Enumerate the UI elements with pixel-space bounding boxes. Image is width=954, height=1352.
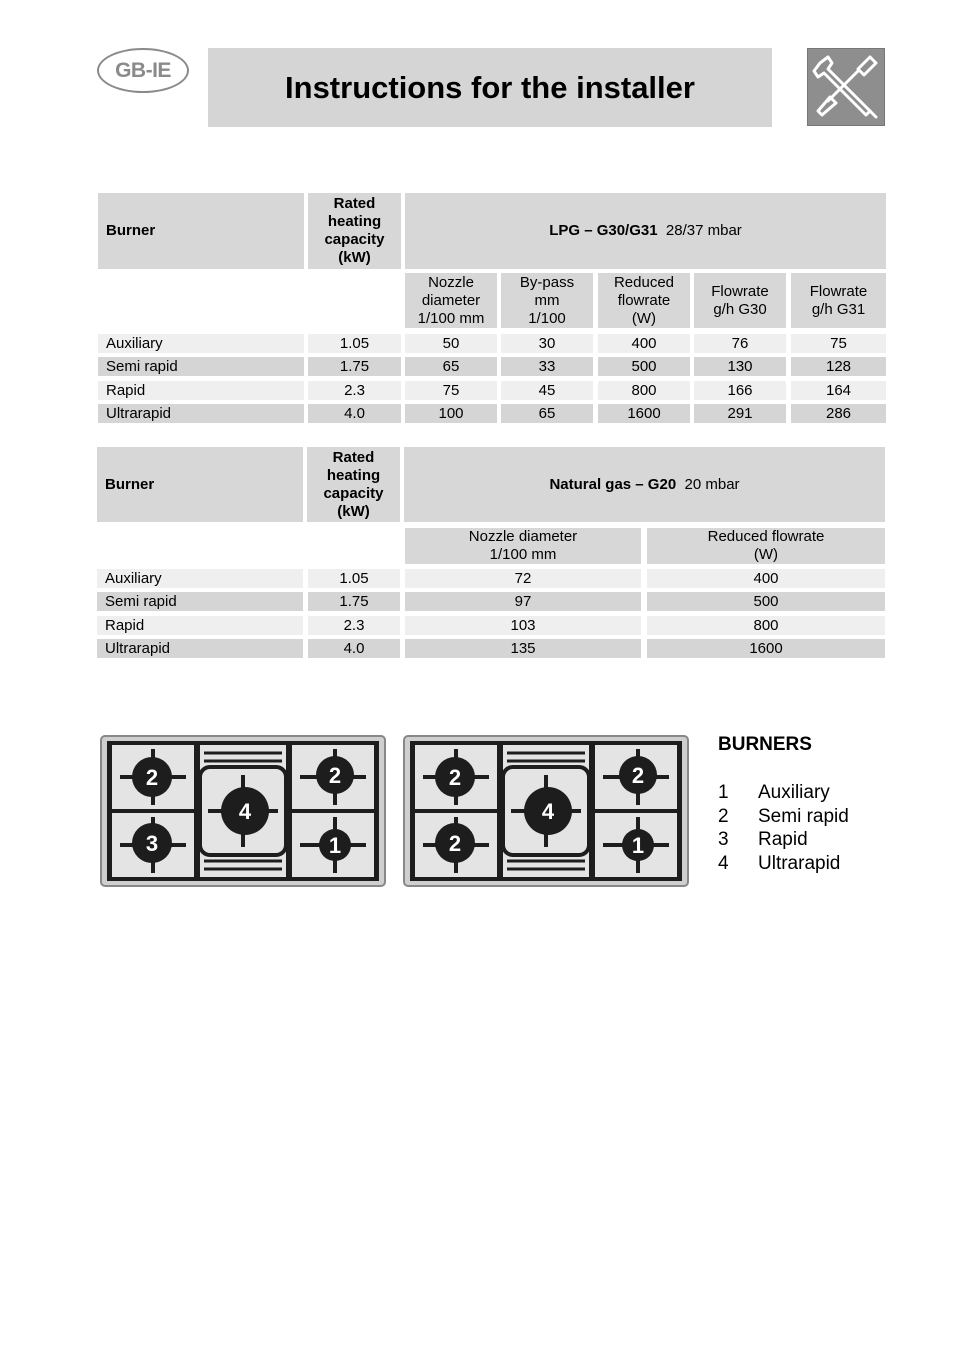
- legend-number: 2: [718, 806, 729, 827]
- table-cell: 103: [405, 616, 641, 635]
- table-cell: 128: [791, 357, 886, 376]
- burner-label: 1: [631, 833, 645, 858]
- ng-group-header: [404, 447, 885, 522]
- table-cell: 72: [405, 569, 641, 588]
- lpg-sub-reduced: Reduced flowrate (W): [598, 273, 690, 328]
- lpg-sub-nozzle: Nozzle diameter 1/100 mm: [405, 273, 497, 328]
- legend-label: Ultrarapid: [758, 853, 841, 874]
- legend-number: 3: [718, 829, 729, 850]
- table-cell: 1.05: [308, 334, 401, 353]
- table-cell: 135: [405, 639, 641, 658]
- burner-label: 2: [631, 763, 645, 788]
- lpg-sub-bypass: By-pass mm 1/100: [501, 273, 593, 328]
- burner-marker: [524, 787, 572, 835]
- table-cell: 800: [598, 381, 690, 400]
- table-cell: 75: [791, 334, 886, 353]
- table-cell: 76: [694, 334, 786, 353]
- table-cell: 2.3: [308, 616, 400, 635]
- table-row: Ultrarapid: [97, 639, 303, 658]
- legend-number: 4: [718, 853, 729, 874]
- table-row: Rapid: [98, 381, 304, 400]
- table-cell: 97: [405, 592, 641, 611]
- table-row: Semi rapid: [98, 357, 304, 376]
- burner-marker: [622, 829, 654, 861]
- ng-sub-nozzle: Nozzle diameter 1/100 mm: [405, 528, 641, 564]
- table-row: Rapid: [97, 616, 303, 635]
- burner-marker: [319, 829, 351, 861]
- hob-diagram-1: [100, 735, 386, 887]
- lpg-sub-g31: Flowrate g/h G31: [791, 273, 886, 328]
- table-cell: 100: [405, 404, 497, 423]
- lpg-group-title: LPG – G30/G31: [549, 222, 658, 239]
- table-cell: 1600: [598, 404, 690, 423]
- table-cell: 1.75: [308, 592, 400, 611]
- lpg-group-pressure: 28/37 mbar: [665, 222, 742, 239]
- burner-label: 2: [145, 765, 159, 790]
- table-cell: 1.05: [308, 569, 400, 588]
- table-cell: 1.75: [308, 357, 401, 376]
- burner-marker: [435, 757, 475, 797]
- burner-marker: [435, 823, 475, 863]
- table-cell: 1600: [647, 639, 885, 658]
- burner-label: 4: [238, 799, 252, 824]
- burner-marker: [132, 823, 172, 863]
- table-row: Semi rapid: [97, 592, 303, 611]
- legend-label: Auxiliary: [758, 782, 830, 803]
- legend-label: Semi rapid: [758, 806, 849, 827]
- table-cell: 33: [501, 357, 593, 376]
- table-cell: 500: [598, 357, 690, 376]
- table-cell: 400: [598, 334, 690, 353]
- lpg-sub-g30: Flowrate g/h G30: [694, 273, 786, 328]
- table-row: Auxiliary: [97, 569, 303, 588]
- table-cell: 30: [501, 334, 593, 353]
- tools-icon: [807, 48, 885, 126]
- table-cell: 286: [791, 404, 886, 423]
- lpg-group-header: [405, 193, 886, 269]
- burner-label: 3: [145, 831, 159, 856]
- burner-marker: [316, 756, 354, 794]
- table-cell: 2.3: [308, 381, 401, 400]
- legend-number: 1: [718, 782, 729, 803]
- table-cell: 130: [694, 357, 786, 376]
- burner-label: 2: [328, 763, 342, 788]
- ng-group-title: Natural gas – G20: [549, 475, 677, 493]
- table-cell: 4.0: [308, 639, 400, 658]
- table-row: Ultrarapid: [98, 404, 304, 423]
- burner-marker: [619, 756, 657, 794]
- lpg-col-capacity: Rated heating capacity (kW): [308, 193, 401, 269]
- table-cell: 164: [791, 381, 886, 400]
- ng-col-capacity: Rated heating capacity (kW): [307, 447, 400, 522]
- table-row: Auxiliary: [98, 334, 304, 353]
- table-cell: 65: [405, 357, 497, 376]
- table-cell: 800: [647, 616, 885, 635]
- table-cell: 50: [405, 334, 497, 353]
- legend-title: BURNERS: [718, 734, 812, 755]
- burner-label: 2: [448, 831, 462, 856]
- legend-label: Rapid: [758, 829, 808, 850]
- burner-label: 2: [448, 765, 462, 790]
- lpg-col-burner: Burner: [98, 193, 304, 269]
- table-cell: 4.0: [308, 404, 401, 423]
- table-cell: 45: [501, 381, 593, 400]
- burner-marker: [221, 787, 269, 835]
- table-cell: 65: [501, 404, 593, 423]
- ng-col-burner: Burner: [97, 447, 303, 522]
- country-badge: GB-IE: [97, 48, 189, 93]
- hob-diagram-2: [403, 735, 689, 887]
- table-cell: 291: [694, 404, 786, 423]
- ng-group-pressure: 20 mbar: [684, 475, 740, 493]
- burner-label: 4: [541, 799, 555, 824]
- table-cell: 500: [647, 592, 885, 611]
- table-cell: 75: [405, 381, 497, 400]
- table-cell: 166: [694, 381, 786, 400]
- burner-label: 1: [328, 833, 342, 858]
- table-cell: 400: [647, 569, 885, 588]
- burner-marker: [132, 757, 172, 797]
- page-title: Instructions for the installer: [208, 48, 772, 127]
- ng-sub-reduced: Reduced flowrate (W): [647, 528, 885, 564]
